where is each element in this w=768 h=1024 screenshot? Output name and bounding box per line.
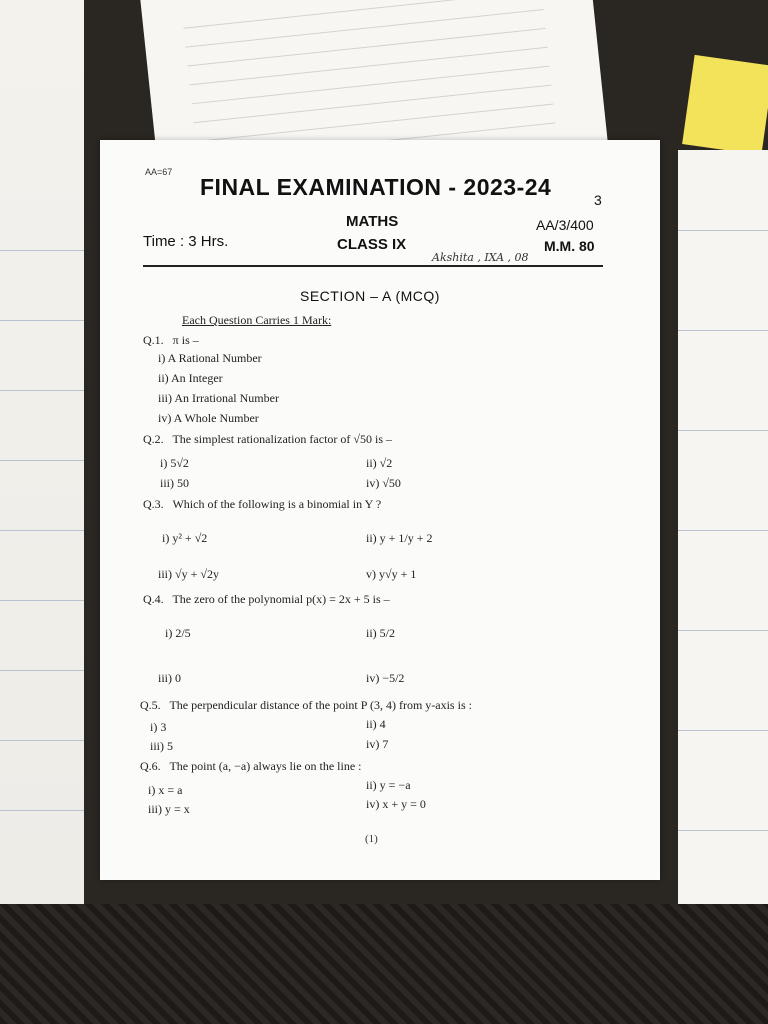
q6-option-4: iv) x + y = 0 [366,797,426,811]
notebook-rule [678,730,768,731]
subject-name: MATHS [346,213,399,230]
question-text: The perpendicular distance of the point P (3, 4) from y-axis is : [169,698,472,712]
header-divider [143,265,603,267]
notebook-left [0,0,84,1024]
notebook-rule [678,530,768,531]
q3-option-2: ii) y + 1/y + 2 [366,531,433,545]
question-text: Which of the following is a binomial in Y ? [172,497,382,511]
time-allowed: Time : 3 Hrs. [143,233,229,250]
q3-option-1: i) y² + √2 [162,531,208,545]
q2-option-2: ii) √2 [366,456,393,470]
notebook-rule [0,600,84,601]
question-number: Q.2. [143,432,164,446]
question-2 [143,432,392,447]
notebook-rule [678,830,768,831]
notebook-rule [0,740,84,741]
q5-option-3: iii) 5 [150,739,173,753]
exam-paper [100,140,660,880]
q5-option-2: ii) 4 [366,717,386,731]
q4-option-3: iii) 0 [158,671,181,685]
q6-option-1: i) x = a [148,783,183,797]
question-5 [140,698,472,713]
paper-series-code: AA=67 [145,167,173,177]
notebook-rule [0,250,84,251]
page-footer: (1) [365,833,378,845]
q6-option-3: iii) y = x [148,802,190,816]
question-number: Q.3. [143,497,164,511]
q6-option-2: ii) y = −a [366,778,411,792]
section-instruction: Each Question Carries 1 Mark: [182,313,332,327]
class-label: CLASS IX [337,236,407,253]
notebook-rule [678,330,768,331]
paper-code: AA/3/400 [536,217,594,233]
q5-option-1: i) 3 [150,720,167,734]
q4-option-4: iv) −5/2 [366,671,405,685]
q4-option-1: i) 2/5 [165,626,191,640]
q2-option-1: i) 5√2 [160,456,189,470]
question-1 [143,333,199,348]
question-4 [143,592,390,607]
notebook-rule [678,630,768,631]
max-marks: M.M. 80 [544,238,595,254]
notebook-rule [0,670,84,671]
q2-option-3: iii) 50 [160,476,189,490]
question-number: Q.6. [140,759,161,773]
notebook-rule [0,390,84,391]
q2-option-4: iv) √50 [366,476,401,490]
notebook-rule [0,810,84,811]
question-text: The zero of the polynomial p(x) = 2x + 5 is – [172,592,390,606]
notebook-rule [0,320,84,321]
q1-option-1: i) A Rational Number [158,351,262,365]
handwritten-student-name: Akshita , IXA , 08 [432,251,529,264]
q1-option-4: iv) A Whole Number [158,411,259,425]
question-number: Q.5. [140,698,161,712]
q3-option-4: v) y√y + 1 [366,567,417,581]
notebook-rule [0,460,84,461]
page-number: 3 [594,192,602,208]
q1-option-3: iii) An Irrational Number [158,391,279,405]
question-6 [140,759,362,774]
notebook-rule [678,430,768,431]
patterned-cloth [0,904,768,1024]
question-number: Q.1. [143,333,164,347]
question-text: The simplest rationalization factor of √50 is – [172,432,392,446]
question-number: Q.4. [143,592,164,606]
question-3 [143,497,381,512]
exam-title: FINAL EXAMINATION - 2023-24 [200,174,552,200]
yellow-sticky-note [682,55,768,155]
notebook-rule [678,230,768,231]
question-text: π is – [172,333,199,347]
q4-option-2: ii) 5/2 [366,626,395,640]
q5-option-4: iv) 7 [366,737,389,751]
notebook-rule [0,530,84,531]
q3-option-3: iii) √y + √2y [158,567,219,581]
question-text: The point (a, −a) always lie on the line : [169,759,362,773]
q1-option-2: ii) An Integer [158,371,223,385]
section-title: SECTION – A (MCQ) [300,288,440,304]
